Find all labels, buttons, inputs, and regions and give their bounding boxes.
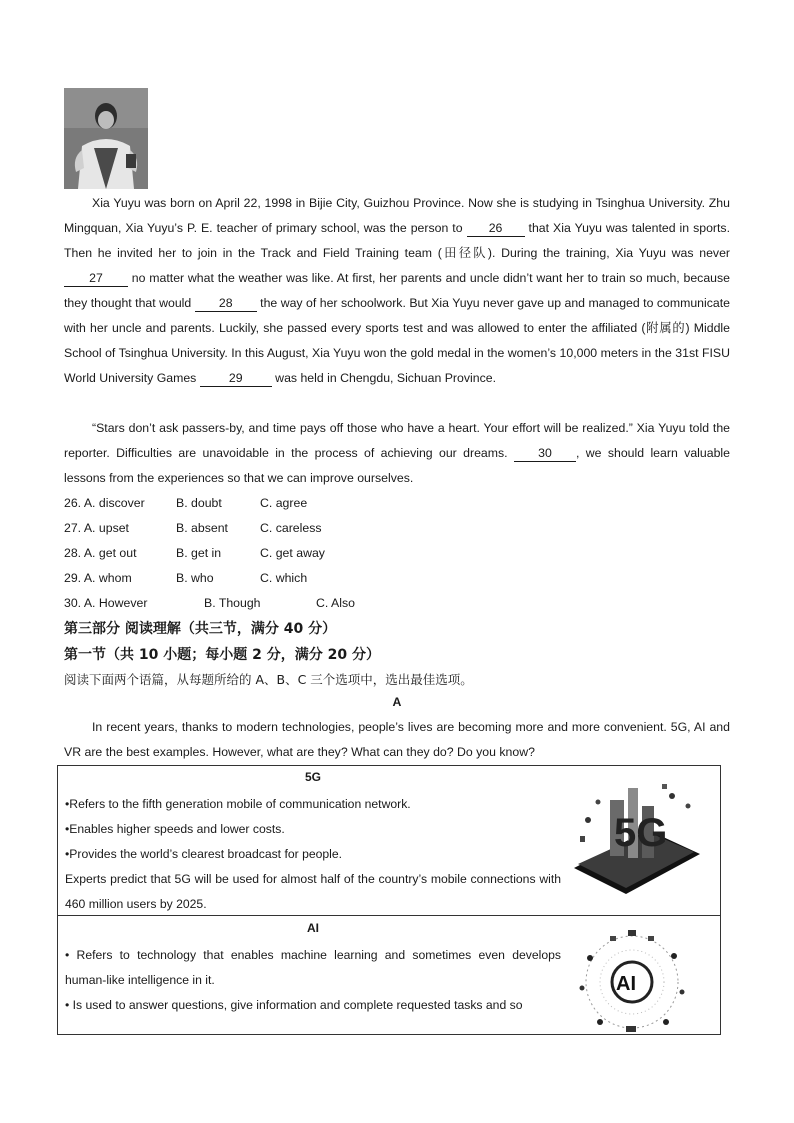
blank-28[interactable]: 28 — [195, 295, 257, 312]
option-c[interactable]: C. get away — [260, 546, 325, 560]
passage-paragraph-1: Xia Yuyu was born on April 22, 1998 in Bijie City, Guizhou Province. Now she is studying in Tsinghua University. Zhu Mingquan, Xia Yuyu’s P. E. teacher of primary school, was the person to 26 that Xia Yuyu was talented in sports. Then he invited her to join in the Track and Field Training team (田径队). During the training, Xia Yuyu was never 27 no matter what the weather was like. At first, her parents and uncle didn’t want her to train so much, because they thought that would 28 the way of her schoolwork. But Xia Yuyu never gave up and managed to communicate with her uncle and parents. Luckily, she passed every sports test and was allowed to enter the affiliated (附属的) Middle School of Tsinghua University. In this August, Xia Yuyu won the gold medal in the women’s 10,000 meters in the 31st FISU World University Games 29 was held in Chengdu, Sichuan Province. — [64, 196, 730, 385]
option-b[interactable]: B. Though — [204, 596, 261, 610]
question-number: 27. — [64, 521, 82, 535]
option-a[interactable]: A. However — [83, 596, 148, 610]
fiveg-title: 5G — [304, 770, 321, 784]
fiveg-line-3: •Provides the world’s clearest broadcast for people. — [65, 847, 343, 861]
option-b[interactable]: B. get in — [176, 546, 222, 560]
fiveg-image-text: 5G — [614, 811, 668, 855]
passage-letter: A — [392, 695, 402, 709]
question-29 — [64, 566, 132, 591]
option-c[interactable]: C. agree — [260, 496, 308, 510]
question-26 — [64, 491, 145, 516]
fiveg-line-4: Experts predict that 5G will be used for almost half of the country’s mobile connections with 460 million users by 2025. — [65, 872, 561, 911]
technology-table — [57, 765, 721, 1035]
question-number: 26. — [64, 496, 82, 510]
question-27 — [64, 516, 129, 541]
athlete-photo — [64, 88, 148, 189]
ai-title: AI — [307, 921, 319, 935]
blank-29[interactable]: 29 — [200, 370, 272, 387]
part-title: 第三部分 阅读理解（共三节，满分 40 分） — [64, 621, 337, 637]
option-c[interactable]: C. which — [260, 571, 308, 585]
blank-27[interactable]: 27 — [64, 270, 128, 287]
instruction-text: 阅读下面两个语篇，从每题所给的 A、B、C 三个选项中，选出最佳选项。 — [64, 672, 473, 687]
option-b[interactable]: B. who — [176, 571, 214, 585]
question-number: 29. — [64, 571, 82, 585]
question-30 — [64, 591, 147, 616]
option-b[interactable]: B. doubt — [176, 496, 222, 510]
section-subtitle: 第一节（共 10 小题；每小题 2 分，满分 20 分） — [64, 647, 380, 663]
passage-a-intro: In recent years, thanks to modern technologies, people’s lives are becoming more and more convenient. 5G, AI and VR are the best examples. However, what are they? What can they do? Do you know? — [64, 720, 730, 759]
question-number: 28. — [64, 546, 82, 560]
ai-line-2: • Is used to answer questions, give information and complete requested tasks and so — [65, 998, 523, 1012]
ai-line-1: • Refers to technology that enables machine learning and sometimes even develops human-like intelligence in it. — [65, 948, 561, 987]
option-a[interactable]: A. whom — [83, 571, 132, 585]
option-a[interactable]: A. get out — [83, 546, 137, 560]
question-number: 30. — [64, 596, 82, 610]
option-a[interactable]: A. upset — [83, 521, 129, 535]
fiveg-line-2: •Enables higher speeds and lower costs. — [65, 822, 285, 836]
table-divider — [58, 915, 720, 916]
question-28 — [64, 541, 137, 566]
option-a[interactable]: A. discover — [83, 496, 145, 510]
fiveg-line-1: •Refers to the fifth generation mobile of communication network. — [65, 797, 411, 811]
ai-brain-illustration — [570, 928, 694, 1039]
passage-paragraph-2: “Stars don’t ask passers-by, and time pays off those who have a heart. Your effort will be realized.” Xia Yuyu told the reporter. Difficulties are unavoidable in the process of achieving our dreams. 30 , we should learn valuable lessons from the experiences so that we can improve ourselves. — [64, 421, 730, 485]
blank-26[interactable]: 26 — [467, 220, 525, 237]
option-c[interactable]: C. careless — [260, 521, 322, 535]
ai-image-text: AI — [616, 973, 636, 995]
option-c[interactable]: C. Also — [316, 596, 355, 610]
fiveg-phone-illustration — [568, 772, 708, 899]
option-b[interactable]: B. absent — [176, 521, 228, 535]
blank-30[interactable]: 30 — [514, 445, 576, 462]
